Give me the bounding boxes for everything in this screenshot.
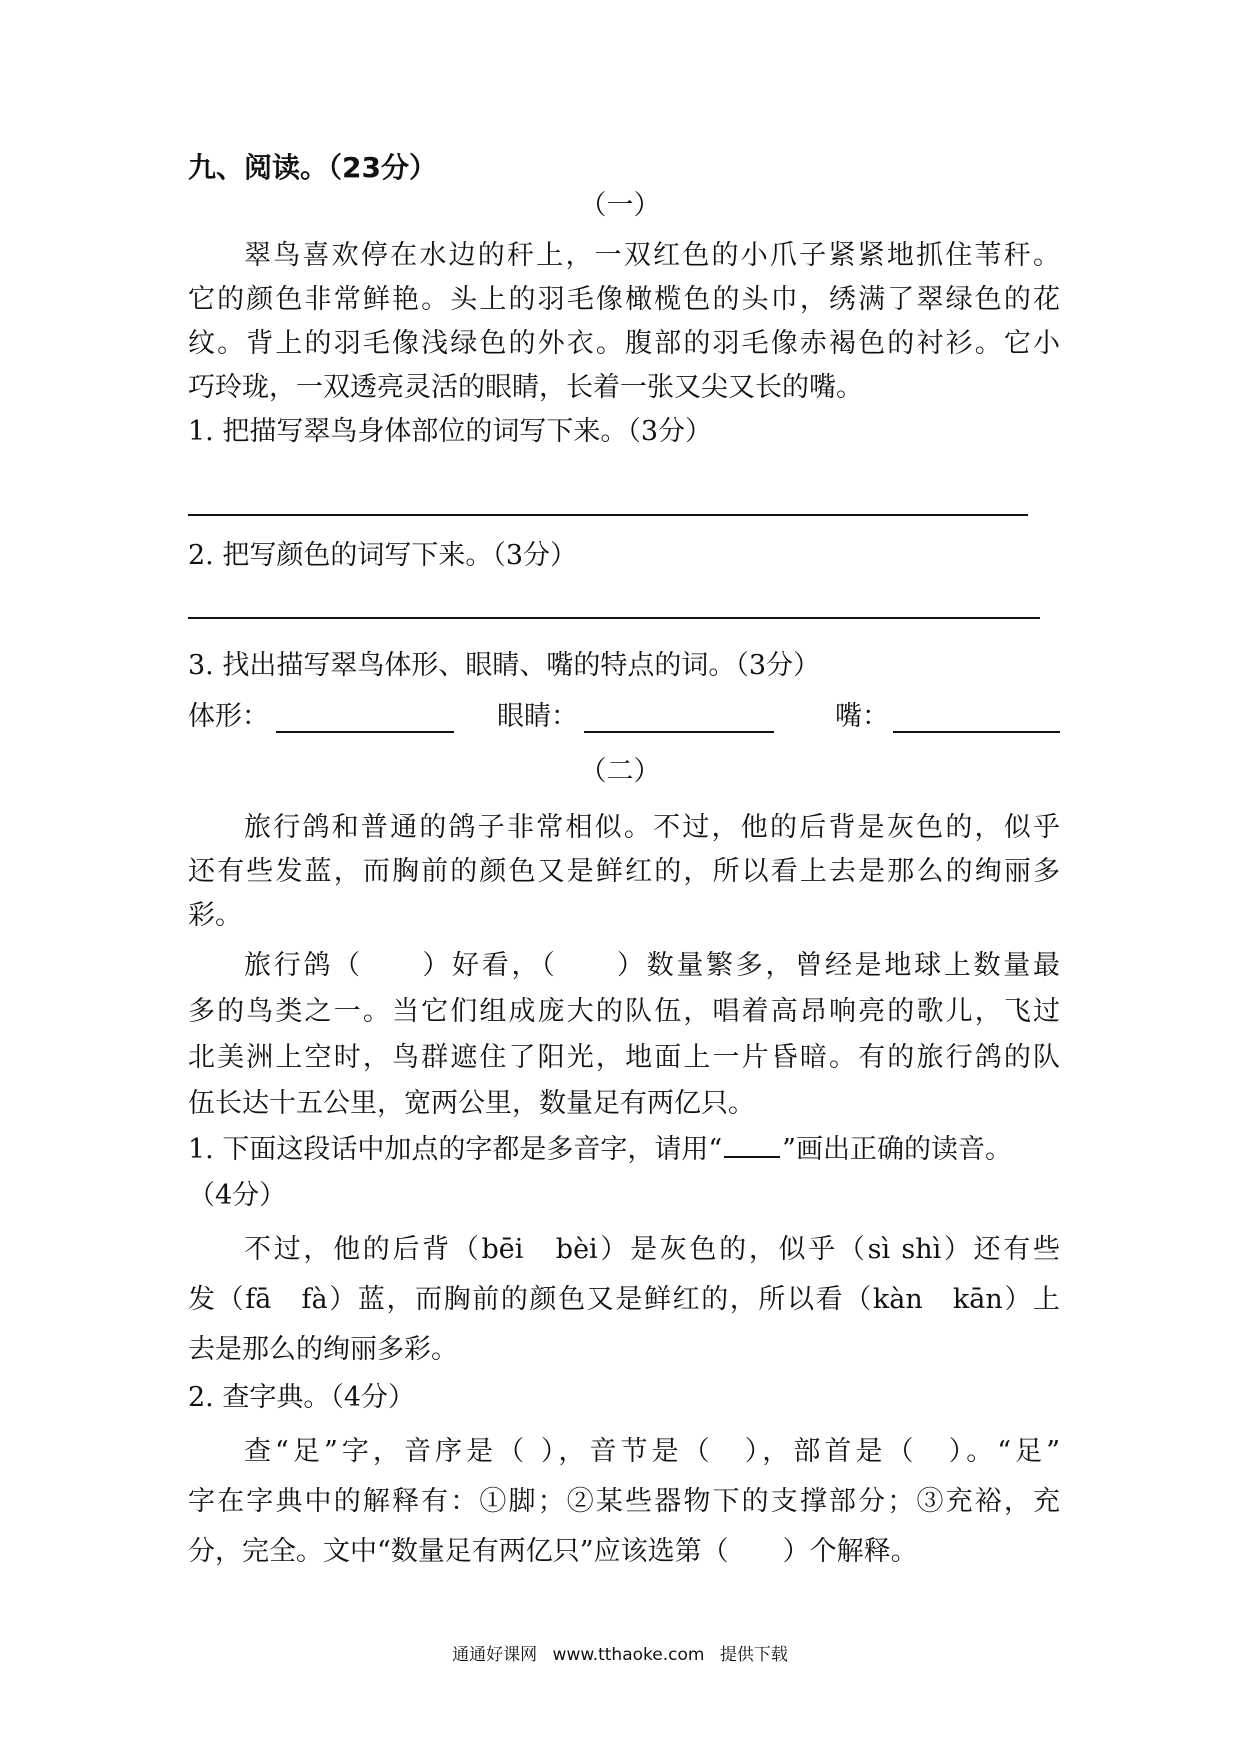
- pinyin-passage-line[interactable]: 发（fā fà）蓝，而胸前的颜色又是鲜红的，所以看（kàn kān）上: [188, 1284, 1060, 1315]
- part1-passage-line: 纹。背上的羽毛像浅绿色的外衣。腹部的羽毛像赤褐色的衬衫。它小: [188, 328, 1060, 359]
- part2-question-2: 2. 查字典。（4分）: [188, 1382, 416, 1413]
- dict-passage-line[interactable]: 分，完全。文中“数量足有两亿只”应该选第（ ）个解释。: [188, 1536, 918, 1567]
- mouth-blank[interactable]: [893, 731, 1060, 733]
- footer-note: 提供下载: [719, 1645, 788, 1665]
- page-footer: [0, 1640, 1240, 1665]
- mouth-label: 嘴：: [835, 701, 889, 732]
- part1-question-1: 1. 把描写翠鸟身体部位的词写下来。（3分）: [188, 416, 713, 447]
- part2-para1-line: 旅行鸽和普通的鸽子非常相似。不过，他的后背是灰色的，似乎: [244, 812, 1060, 843]
- dict-passage-line[interactable]: 查“足”字，音序是（ ），音节是（ ），部首是（ ）。“足”: [244, 1436, 1060, 1467]
- eyes-blank[interactable]: [584, 731, 774, 733]
- answer-line-2[interactable]: [188, 617, 1040, 619]
- body-shape-blank[interactable]: [276, 731, 454, 733]
- part2-question-1: [188, 1130, 1060, 1170]
- question-1-text-before: 1. 下面这段话中加点的字都是多音字，请用“: [188, 1134, 723, 1165]
- answer-line-1[interactable]: [188, 514, 1028, 516]
- part2-question-1-points: （4分）: [188, 1180, 287, 1211]
- part1-passage-line: 翠鸟喜欢停在水边的秆上，一双红色的小爪子紧紧地抓住苇秆。: [244, 240, 1060, 271]
- part1-label: （一）: [579, 190, 661, 221]
- part1-question-2: 2. 把写颜色的词写下来。（3分）: [188, 540, 578, 571]
- part2-para2-line: 多的鸟类之一。当它们组成庞大的队伍，唱着高昂响亮的歌儿，飞过: [188, 996, 1060, 1027]
- part1-question-3: 3. 找出描写翠鸟体形、眼睛、嘴的特点的词。（3分）: [188, 650, 821, 681]
- question-1-text-after: ”画出正确的读音。: [782, 1134, 1012, 1165]
- body-shape-label: 体形：: [188, 701, 269, 732]
- part2-para1-line: 还有些发蓝，而胸前的颜色又是鲜红的，所以看上去是那么的绚丽多: [188, 856, 1060, 887]
- section-heading: 九、阅读。（23分）: [188, 151, 437, 184]
- underline-sample: [724, 1130, 780, 1158]
- footer-site-name: 通通好课网: [452, 1645, 538, 1665]
- pinyin-passage-line: 去是那么的绚丽多彩。: [188, 1334, 458, 1365]
- part2-para1-line: 彩。: [188, 900, 242, 931]
- dict-passage-line: 字在字典中的解释有：①脚；②某些器物下的支撑部分；③充裕，充: [188, 1486, 1060, 1517]
- pinyin-passage-line[interactable]: 不过，他的后背（bēi bèi）是灰色的，似乎（sì shì）还有些: [244, 1234, 1060, 1265]
- part2-para2-line: 伍长达十五公里，宽两公里，数量足有两亿只。: [188, 1088, 755, 1119]
- part2-para2-line: 旅行鸽（ ）好看，（ ）数量繁多，曾经是地球上数量最: [244, 950, 1060, 981]
- part1-passage-line: 它的颜色非常鲜艳。头上的羽毛像橄榄色的头巾，绣满了翠绿色的花: [188, 284, 1060, 315]
- part2-label: （二）: [579, 756, 661, 787]
- footer-url[interactable]: www.tthaoke.com: [552, 1645, 705, 1665]
- part2-para2-line: 北美洲上空时，鸟群遮住了阳光，地面上一片昏暗。有的旅行鸽的队: [188, 1042, 1060, 1073]
- eyes-label: 眼睛：: [497, 701, 578, 732]
- part1-passage-line: 巧玲珑，一双透亮灵活的眼睛，长着一张又尖又长的嘴。: [188, 372, 863, 403]
